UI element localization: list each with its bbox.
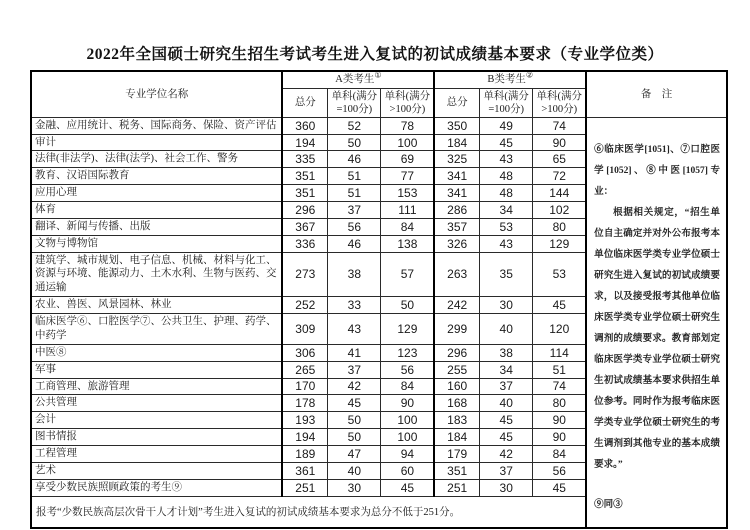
score-b-single-gt100: 90 bbox=[533, 429, 586, 446]
score-b-single100: 30 bbox=[480, 479, 533, 496]
score-a-single-gt100: 100 bbox=[381, 429, 434, 446]
score-a-single-gt100: 90 bbox=[381, 395, 434, 412]
score-b-total: 357 bbox=[434, 218, 479, 235]
col-header-b-single-gt100: 单科(满分>100分) bbox=[533, 88, 586, 117]
score-a-single100: 51 bbox=[328, 185, 381, 202]
score-a-single-gt100: 60 bbox=[381, 462, 434, 479]
score-b-total: 183 bbox=[434, 412, 479, 429]
score-b-total: 251 bbox=[434, 479, 479, 496]
score-b-single100: 42 bbox=[480, 445, 533, 462]
col-header-b-single100: 单科(满分=100分) bbox=[480, 88, 533, 117]
score-b-single-gt100: 129 bbox=[533, 235, 586, 252]
score-a-total: 189 bbox=[282, 445, 327, 462]
score-b-single-gt100: 102 bbox=[533, 202, 586, 219]
score-b-total: 350 bbox=[434, 117, 479, 134]
score-b-single-gt100: 144 bbox=[533, 185, 586, 202]
score-b-single-gt100: 84 bbox=[533, 445, 586, 462]
score-b-total: 299 bbox=[434, 314, 479, 345]
score-b-total: 341 bbox=[434, 185, 479, 202]
score-b-total: 286 bbox=[434, 202, 479, 219]
score-b-single100: 37 bbox=[480, 462, 533, 479]
score-a-single-gt100: 45 bbox=[381, 479, 434, 496]
score-a-total: 194 bbox=[282, 429, 327, 446]
degree-name-cell: 军事 bbox=[31, 361, 282, 378]
score-b-single-gt100: 51 bbox=[533, 361, 586, 378]
score-b-single100: 48 bbox=[480, 185, 533, 202]
page-title: 2022年全国硕士研究生招生考试考生进入复试的初试成绩基本要求（专业学位类） bbox=[86, 46, 664, 63]
remark-paragraph: ⑥临床医学[1051]、⑦口腔医学[1052]、⑧中医[1057]专业： bbox=[594, 144, 720, 197]
score-b-total: 168 bbox=[434, 395, 479, 412]
score-b-total: 296 bbox=[434, 344, 479, 361]
score-a-total: 361 bbox=[282, 462, 327, 479]
score-b-single-gt100: 56 bbox=[533, 462, 586, 479]
col-header-degree-name: 专业学位名称 bbox=[31, 71, 282, 117]
score-a-total: 335 bbox=[282, 151, 327, 168]
col-header-a-single100: 单科(满分=100分) bbox=[328, 88, 381, 117]
degree-name-cell: 法律(非法学)、法律(法学)、社会工作、警务 bbox=[31, 151, 282, 168]
score-b-single-gt100: 74 bbox=[533, 378, 586, 395]
score-b-total: 341 bbox=[434, 168, 479, 185]
score-a-single-gt100: 77 bbox=[381, 168, 434, 185]
score-a-single100: 46 bbox=[328, 151, 381, 168]
score-b-single100: 43 bbox=[480, 235, 533, 252]
degree-name-cell: 翻译、新闻与传播、出版 bbox=[31, 218, 282, 235]
score-a-single100: 56 bbox=[328, 218, 381, 235]
score-a-single100: 50 bbox=[328, 134, 381, 151]
score-b-single-gt100: 72 bbox=[533, 168, 586, 185]
score-b-total: 184 bbox=[434, 134, 479, 151]
score-a-single100: 46 bbox=[328, 235, 381, 252]
score-b-single100: 48 bbox=[480, 168, 533, 185]
table-footnote: 报考“少数民族高层次骨干人才计划”考生进入复试的初试成绩基本要求为总分不低于251分。 bbox=[31, 496, 586, 528]
score-b-single100: 34 bbox=[480, 361, 533, 378]
degree-name-cell: 中医⑧ bbox=[31, 344, 282, 361]
score-b-single-gt100: 80 bbox=[533, 395, 586, 412]
degree-name-cell: 审计 bbox=[31, 134, 282, 151]
degree-name-cell: 农业、兽医、风景园林、林业 bbox=[31, 297, 282, 314]
score-a-total: 336 bbox=[282, 235, 327, 252]
score-b-total: 326 bbox=[434, 235, 479, 252]
score-b-single-gt100: 80 bbox=[533, 218, 586, 235]
score-a-single100: 41 bbox=[328, 344, 381, 361]
score-a-single-gt100: 100 bbox=[381, 134, 434, 151]
score-a-single100: 51 bbox=[328, 168, 381, 185]
score-a-total: 367 bbox=[282, 218, 327, 235]
col-header-group-b bbox=[434, 71, 586, 88]
score-b-single-gt100: 65 bbox=[533, 151, 586, 168]
degree-name-cell: 文物与博物馆 bbox=[31, 235, 282, 252]
score-a-single100: 50 bbox=[328, 429, 381, 446]
table-body bbox=[31, 117, 727, 528]
score-b-single100: 49 bbox=[480, 117, 533, 134]
score-a-total: 351 bbox=[282, 185, 327, 202]
col-header-a-total: 总分 bbox=[282, 88, 327, 117]
degree-name-cell: 图书情报 bbox=[31, 429, 282, 446]
score-a-single100: 42 bbox=[328, 378, 381, 395]
score-a-total: 351 bbox=[282, 168, 327, 185]
table-row bbox=[31, 117, 727, 134]
group-b-label: B类考生 bbox=[487, 74, 526, 86]
score-b-single100: 45 bbox=[480, 134, 533, 151]
score-b-total: 242 bbox=[434, 297, 479, 314]
degree-name-cell: 公共管理 bbox=[31, 395, 282, 412]
score-b-single100: 30 bbox=[480, 297, 533, 314]
group-b-footnote-mark: ② bbox=[525, 71, 534, 80]
degree-name-cell: 临床医学⑥、口腔医学⑦、公共卫生、护理、药学、中药学 bbox=[31, 314, 282, 345]
degree-name-cell: 金融、应用统计、税务、国际商务、保险、资产评估 bbox=[31, 117, 282, 134]
degree-name-cell: 应用心理 bbox=[31, 185, 282, 202]
score-a-single-gt100: 153 bbox=[381, 185, 434, 202]
score-b-single100: 45 bbox=[480, 412, 533, 429]
score-b-single100: 38 bbox=[480, 344, 533, 361]
score-b-single100: 43 bbox=[480, 151, 533, 168]
score-b-single-gt100: 53 bbox=[533, 252, 586, 297]
score-a-single100: 38 bbox=[328, 252, 381, 297]
score-a-single-gt100: 69 bbox=[381, 151, 434, 168]
score-a-single-gt100: 50 bbox=[381, 297, 434, 314]
score-a-total: 178 bbox=[282, 395, 327, 412]
score-a-total: 265 bbox=[282, 361, 327, 378]
score-b-single-gt100: 114 bbox=[533, 344, 586, 361]
score-requirements-table bbox=[30, 70, 728, 529]
score-a-single100: 37 bbox=[328, 361, 381, 378]
score-a-single100: 30 bbox=[328, 479, 381, 496]
score-b-single100: 35 bbox=[480, 252, 533, 297]
score-b-single100: 45 bbox=[480, 429, 533, 446]
score-a-single100: 37 bbox=[328, 202, 381, 219]
score-a-single100: 50 bbox=[328, 412, 381, 429]
degree-name-cell: 教育、汉语国际教育 bbox=[31, 168, 282, 185]
score-b-single100: 40 bbox=[480, 395, 533, 412]
group-a-label: A类考生 bbox=[335, 74, 375, 86]
score-a-total: 252 bbox=[282, 297, 327, 314]
degree-name-cell: 建筑学、城市规划、电子信息、机械、材料与化工、资源与环境、能源动力、土木水利、生物与医药、交通运输 bbox=[31, 252, 282, 297]
score-a-single-gt100: 111 bbox=[381, 202, 434, 219]
score-a-total: 273 bbox=[282, 252, 327, 297]
score-b-single100: 34 bbox=[480, 202, 533, 219]
score-b-single-gt100: 120 bbox=[533, 314, 586, 345]
remark-paragraph: 根据相关规定，“招生单位自主确定并对外公布报考本单位临床医学类专业学位硕士研究生进入复试的初试成绩要求，以及接受报考其他单位临床医学类专业学位硕士研究生调剂的成绩要求。教育部划定临床医学类专业学位硕士研究生初试成绩基本要求供招生单位参考。同时作为报考临床医学类专业学位硕士研究生的考生调剂到其他专业的基本成绩要求。” bbox=[594, 207, 720, 470]
score-b-total: 325 bbox=[434, 151, 479, 168]
score-a-single-gt100: 56 bbox=[381, 361, 434, 378]
score-a-total: 251 bbox=[282, 479, 327, 496]
degree-name-cell: 享受少数民族照顾政策的考生⑨ bbox=[31, 479, 282, 496]
degree-name-cell: 会计 bbox=[31, 412, 282, 429]
degree-name-cell: 工程管理 bbox=[31, 445, 282, 462]
remark-paragraph: ⑨同③ bbox=[594, 499, 623, 510]
score-b-single100: 40 bbox=[480, 314, 533, 345]
score-b-total: 255 bbox=[434, 361, 479, 378]
score-a-single100: 47 bbox=[328, 445, 381, 462]
score-b-single-gt100: 74 bbox=[533, 117, 586, 134]
score-a-single-gt100: 84 bbox=[381, 378, 434, 395]
score-a-single-gt100: 94 bbox=[381, 445, 434, 462]
score-a-total: 193 bbox=[282, 412, 327, 429]
score-b-single100: 37 bbox=[480, 378, 533, 395]
score-a-single-gt100: 57 bbox=[381, 252, 434, 297]
score-a-single-gt100: 84 bbox=[381, 218, 434, 235]
score-a-single100: 40 bbox=[328, 462, 381, 479]
score-b-total: 179 bbox=[434, 445, 479, 462]
score-a-total: 170 bbox=[282, 378, 327, 395]
score-a-total: 194 bbox=[282, 134, 327, 151]
score-a-single100: 52 bbox=[328, 117, 381, 134]
score-a-total: 360 bbox=[282, 117, 327, 134]
col-header-group-a bbox=[282, 71, 434, 88]
score-a-total: 309 bbox=[282, 314, 327, 345]
score-a-single-gt100: 129 bbox=[381, 314, 434, 345]
score-b-total: 351 bbox=[434, 462, 479, 479]
score-b-single-gt100: 90 bbox=[533, 134, 586, 151]
score-b-total: 263 bbox=[434, 252, 479, 297]
score-b-single-gt100: 90 bbox=[533, 412, 586, 429]
score-b-single-gt100: 45 bbox=[533, 479, 586, 496]
table-header bbox=[31, 71, 727, 117]
group-a-footnote-mark: ① bbox=[374, 71, 382, 80]
remark-cell bbox=[586, 117, 727, 528]
score-b-single-gt100: 45 bbox=[533, 297, 586, 314]
score-a-single100: 45 bbox=[328, 395, 381, 412]
col-header-remark: 备 注 bbox=[586, 71, 727, 117]
degree-name-cell: 体育 bbox=[31, 202, 282, 219]
score-a-single-gt100: 100 bbox=[381, 412, 434, 429]
score-b-single100: 53 bbox=[480, 218, 533, 235]
score-b-total: 160 bbox=[434, 378, 479, 395]
score-a-single-gt100: 138 bbox=[381, 235, 434, 252]
col-header-a-single-gt100: 单科(满分>100分) bbox=[381, 88, 434, 117]
degree-name-cell: 工商管理、旅游管理 bbox=[31, 378, 282, 395]
score-a-single-gt100: 78 bbox=[381, 117, 434, 134]
col-header-b-total: 总分 bbox=[434, 88, 479, 117]
score-a-total: 296 bbox=[282, 202, 327, 219]
degree-name-cell: 艺术 bbox=[31, 462, 282, 479]
score-a-single100: 43 bbox=[328, 314, 381, 345]
score-a-single100: 33 bbox=[328, 297, 381, 314]
score-a-single-gt100: 123 bbox=[381, 344, 434, 361]
score-a-total: 306 bbox=[282, 344, 327, 361]
score-b-total: 184 bbox=[434, 429, 479, 446]
